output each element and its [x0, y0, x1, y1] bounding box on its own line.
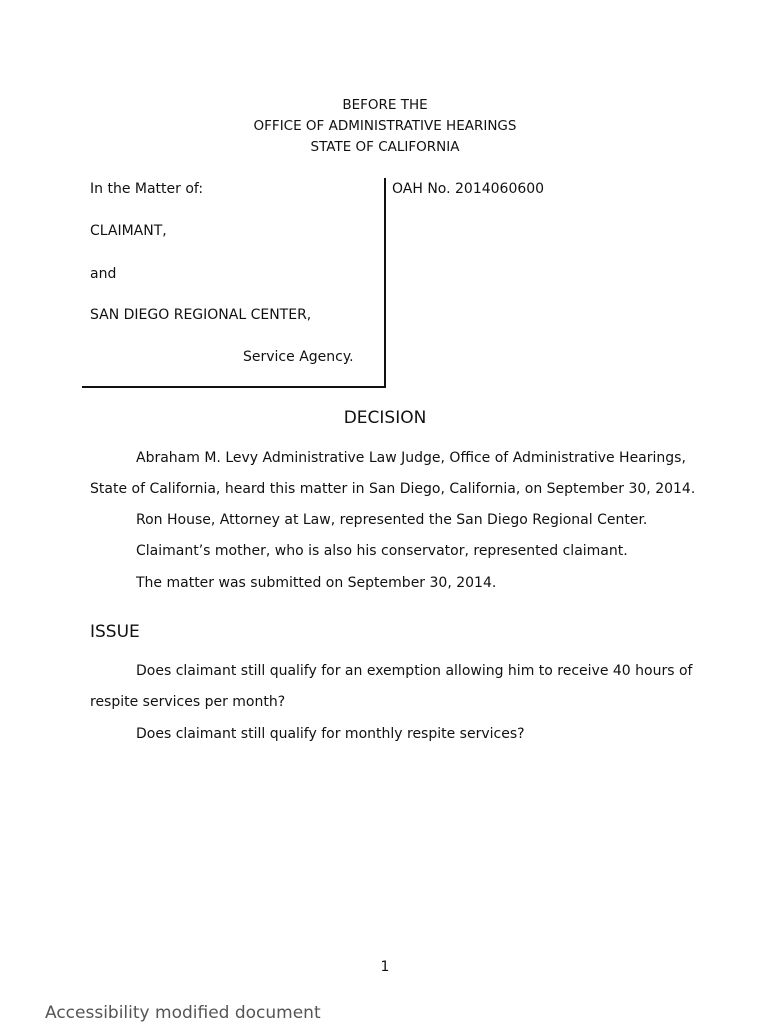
- decision-paragraph-1-line-1: Abraham M. Levy Administrative Law Judge, Office of Administrative Hearings,: [136, 450, 686, 466]
- caption-claimant: CLAIMANT,: [90, 223, 167, 239]
- caption-vertical-rule: [384, 178, 386, 388]
- decision-paragraph-2: Ron House, Attorney at Law, represented the San Diego Regional Center.: [136, 512, 648, 528]
- decision-paragraph-1-line-2: State of California, heard this matter in San Diego, California, on September 30, 2014.: [90, 481, 696, 497]
- accessibility-note: Accessibility modified document: [45, 1003, 321, 1023]
- decision-paragraph-4: The matter was submitted on September 30, 2014.: [136, 575, 497, 591]
- decision-heading: DECISION: [343, 408, 427, 428]
- issue-question-2: Does claimant still qualify for monthly respite services?: [136, 726, 525, 742]
- page-number: 1: [380, 959, 390, 975]
- caption-agency-role: Service Agency.: [243, 349, 354, 365]
- header-before-the: BEFORE THE: [342, 97, 428, 113]
- issue-heading: ISSUE: [90, 622, 140, 642]
- caption-and: and: [90, 266, 117, 282]
- header-state: STATE OF CALIFORNIA: [310, 139, 460, 155]
- caption-in-the-matter: In the Matter of:: [90, 181, 204, 197]
- issue-question-1-line-2: respite services per month?: [90, 694, 286, 710]
- caption-agency: SAN DIEGO REGIONAL CENTER,: [90, 307, 312, 323]
- case-number: OAH No. 2014060600: [392, 181, 545, 197]
- decision-paragraph-3: Claimant’s mother, who is also his conservator, represented claimant.: [136, 543, 628, 559]
- issue-question-1-line-1: Does claimant still qualify for an exemption allowing him to receive 40 hours of: [136, 663, 693, 679]
- caption-horizontal-rule: [82, 386, 385, 388]
- header-office: OFFICE OF ADMINISTRATIVE HEARINGS: [253, 118, 517, 134]
